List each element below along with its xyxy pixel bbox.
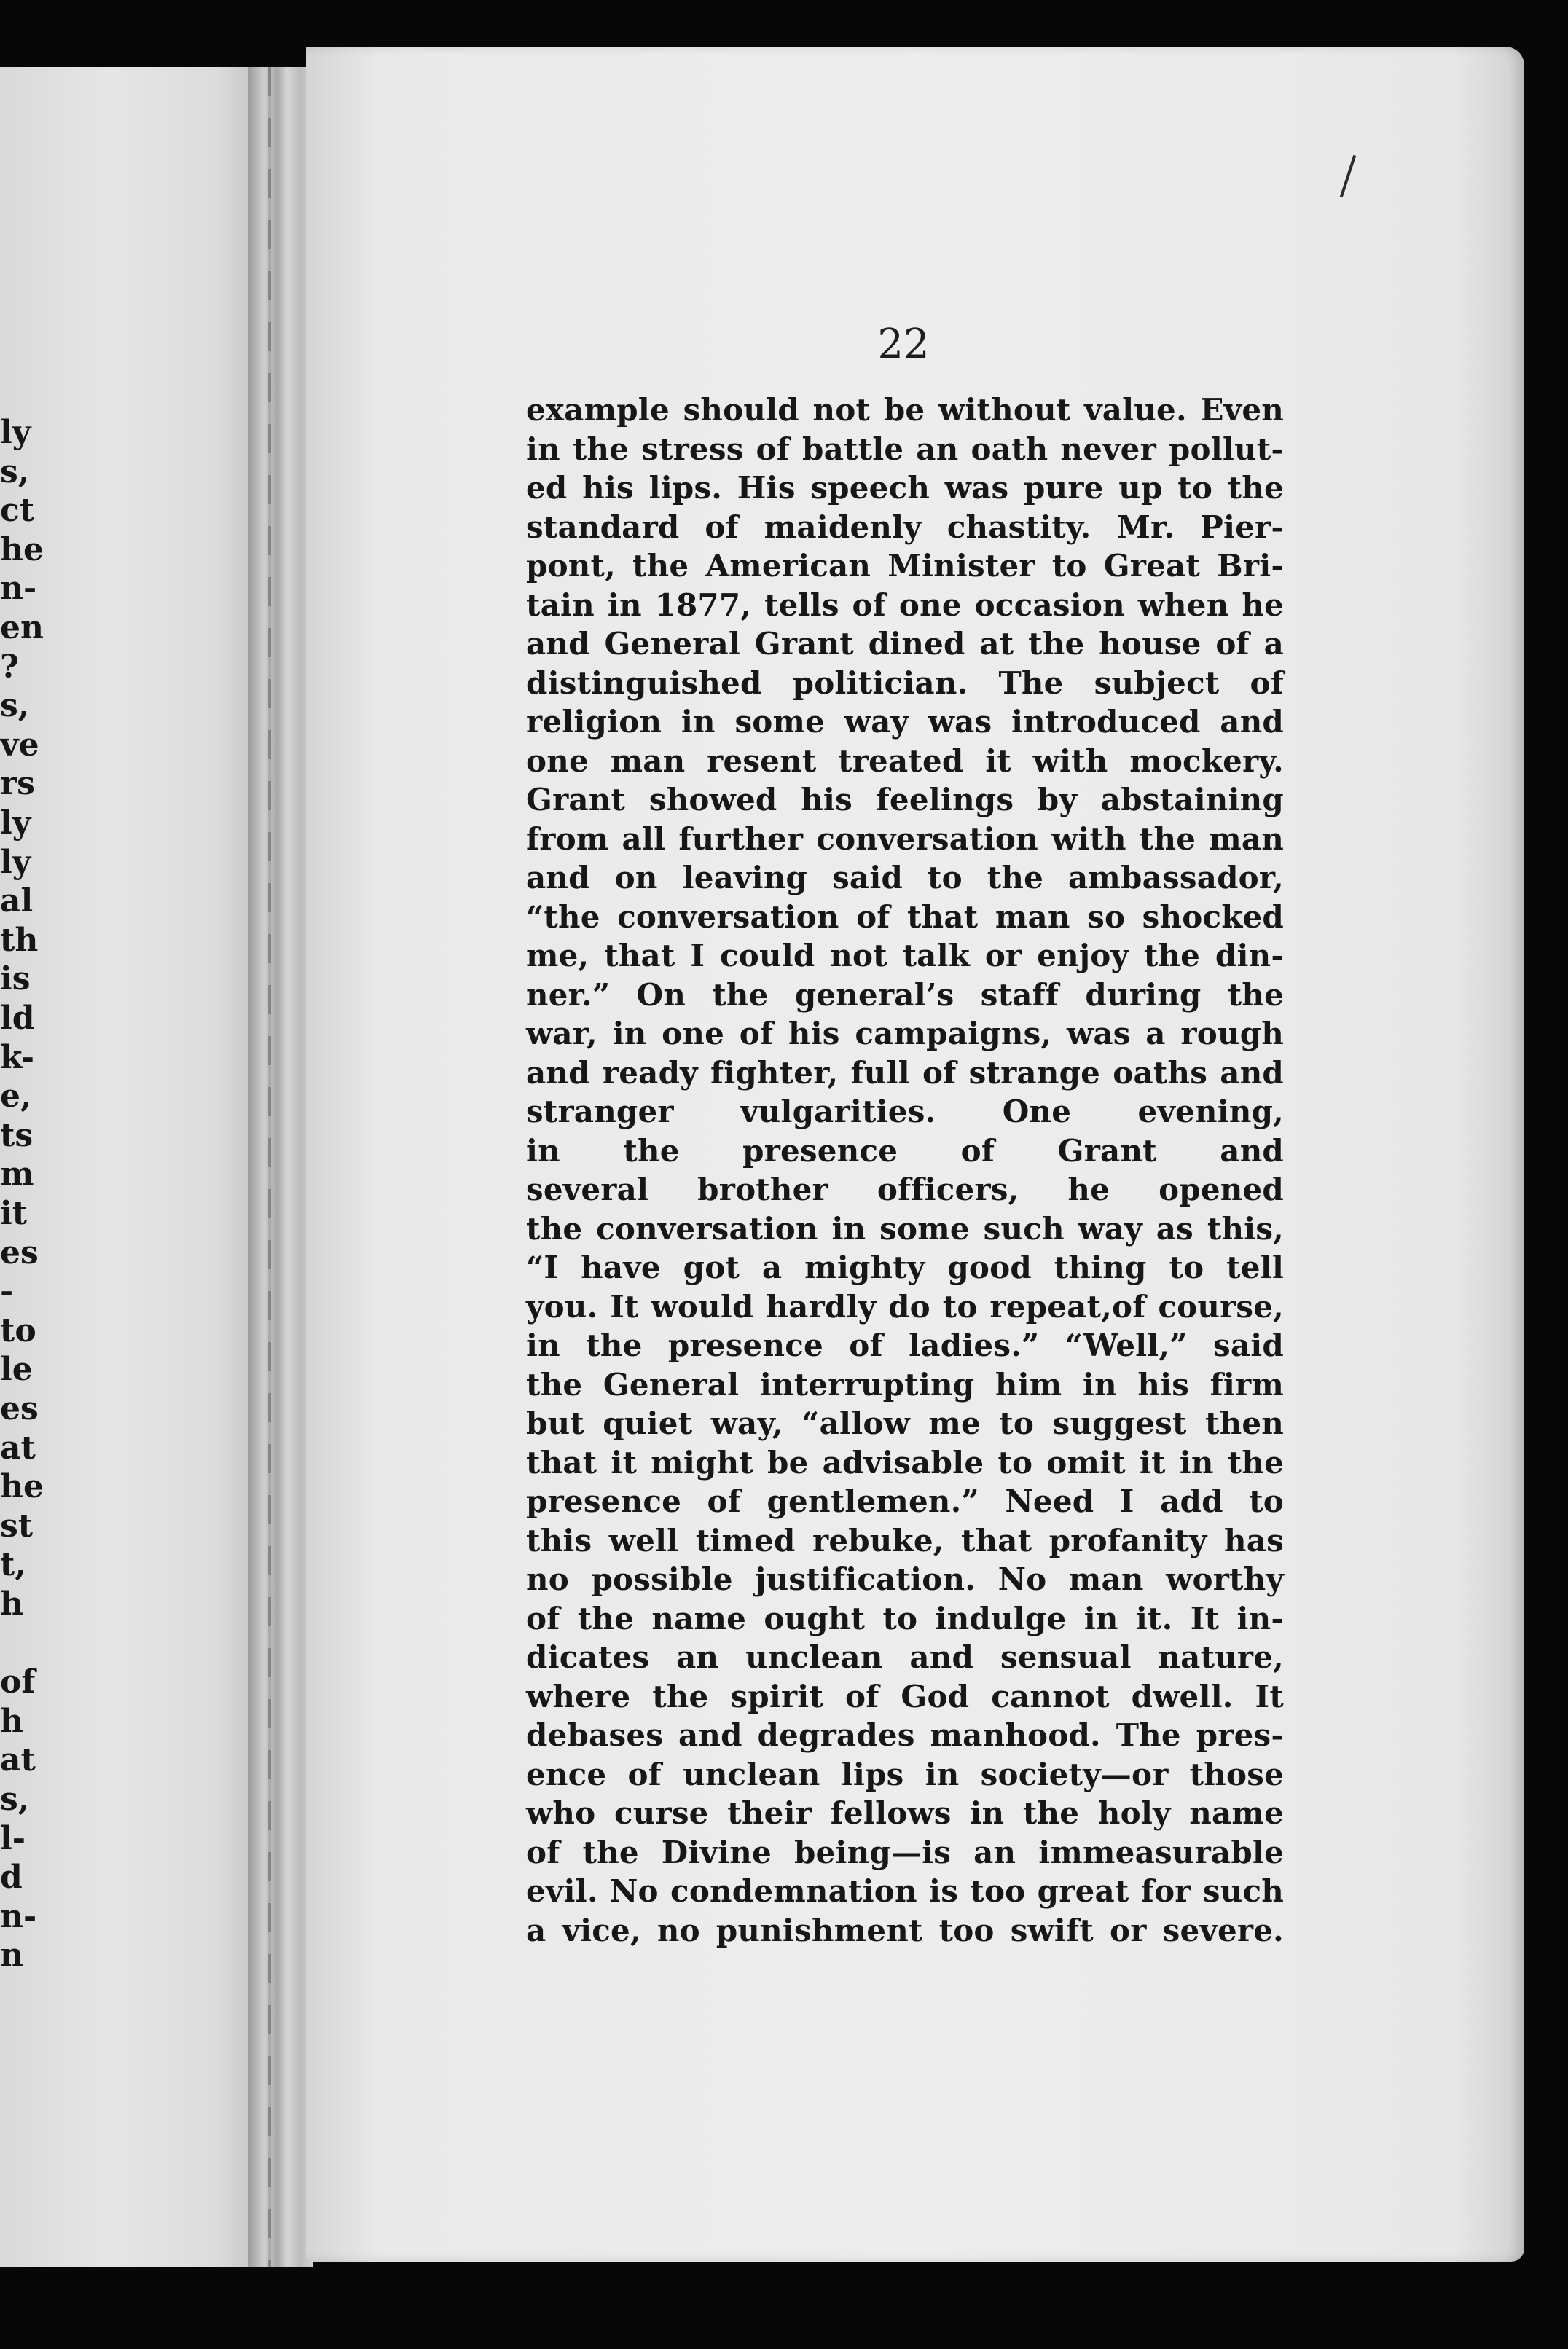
text-line: of the Divine being—is an immeasurable xyxy=(526,1834,1284,1870)
previous-page-fragment: rs xyxy=(0,765,35,803)
binding-thread xyxy=(268,67,271,2267)
previous-page-edge xyxy=(0,67,271,2267)
previous-page-fragment: it xyxy=(0,1195,28,1232)
previous-page-fragment: he xyxy=(0,1468,44,1506)
text-line: ed his lips. His speech was pure up to the xyxy=(526,470,1284,506)
previous-page-fragment: st xyxy=(0,1507,34,1545)
text-line: stranger vulgarities. One evening, xyxy=(526,1094,1284,1129)
text-line: the conversation in some such way as this, xyxy=(526,1210,1284,1247)
text-line: pont, the American Minister to Great Bri- xyxy=(526,548,1284,584)
previous-page-fragment: - xyxy=(0,1273,14,1311)
text-line: and ready fighter, full of strange oaths and xyxy=(526,1054,1284,1091)
previous-page-fragment: l- xyxy=(0,1819,26,1857)
previous-page-fragment: of xyxy=(0,1663,36,1701)
previous-page-fragment: ly xyxy=(0,414,31,451)
text-line: from all further conversation with the man xyxy=(526,820,1284,857)
text-line: example should not be without value. Even xyxy=(526,392,1284,428)
previous-page-fragment: en xyxy=(0,609,44,646)
text-line: dicates an unclean and sensual nature, xyxy=(526,1639,1284,1675)
previous-page-text-fragments xyxy=(0,67,271,2267)
previous-page-fragment: s, xyxy=(0,687,30,725)
previous-page-fragment: es xyxy=(0,1234,39,1271)
text-line: evil. No condemnation is too great for such xyxy=(526,1873,1284,1909)
previous-page-fragment: at xyxy=(0,1429,36,1467)
previous-page-fragment: ? xyxy=(0,648,19,686)
text-line: where the spirit of God cannot dwell. It xyxy=(526,1678,1284,1714)
text-line: no possible justification. No man worthy xyxy=(526,1561,1284,1597)
text-line: war, in one of his campaigns, was a rough xyxy=(526,1016,1284,1051)
previous-page-fragment: ct xyxy=(0,492,35,530)
previous-page-fragment: ts xyxy=(0,1116,34,1154)
text-line: “I have got a mighty good thing to tell xyxy=(526,1250,1284,1285)
text-line: and on leaving said to the ambassador, xyxy=(526,860,1284,895)
previous-page-fragment: ve xyxy=(0,726,39,764)
text-line: but quiet way, “allow me to suggest then xyxy=(526,1405,1284,1441)
previous-page-fragment: e, xyxy=(0,1078,32,1115)
text-line: a vice, no punishment too swift or severe. xyxy=(526,1912,1284,1948)
previous-page-fragment: al xyxy=(0,882,34,920)
text-line: in the presence of Grant and xyxy=(526,1132,1284,1169)
page-number: 22 xyxy=(877,321,930,368)
previous-page-fragment: n- xyxy=(0,570,37,608)
previous-page-fragment: t, xyxy=(0,1546,26,1584)
previous-page-fragment: d xyxy=(0,1859,23,1897)
text-line: and General Grant dined at the house of a xyxy=(526,626,1284,662)
text-line: tain in 1877, tells of one occasion when he xyxy=(526,587,1284,623)
previous-page-fragment: le xyxy=(0,1351,33,1389)
text-line: in the presence of ladies.” “Well,” said xyxy=(526,1328,1284,1363)
text-line: Grant showed his feelings by abstaining xyxy=(526,782,1284,817)
previous-page-fragment: h xyxy=(0,1585,23,1623)
previous-page-fragment: is xyxy=(0,960,31,998)
text-line: ner.” On the general’s staff during the xyxy=(526,976,1284,1013)
previous-page-fragment: ly xyxy=(0,804,31,842)
previous-page-fragment: to xyxy=(0,1311,36,1349)
previous-page-fragment: m xyxy=(0,1156,34,1193)
previous-page-fragment: he xyxy=(0,530,44,568)
text-line: this well timed rebuke, that profanity has xyxy=(526,1522,1284,1558)
text-line: debases and degrades manhood. The pres- xyxy=(526,1717,1284,1753)
text-line: presence of gentlemen.” Need I add to xyxy=(526,1483,1284,1519)
text-line: me, that I could not talk or enjoy the din- xyxy=(526,938,1284,973)
text-line: ence of unclean lips in society—or those xyxy=(526,1756,1284,1792)
text-line: of the name ought to indulge in it. It in- xyxy=(526,1600,1284,1636)
previous-page-fragment: at xyxy=(0,1741,36,1779)
previous-page-fragment: h xyxy=(0,1702,23,1740)
book-gutter xyxy=(248,67,313,2267)
text-line: the General interrupting him in his firm xyxy=(526,1366,1284,1403)
previous-page-fragment: n- xyxy=(0,1897,37,1935)
text-line: one man resent treated it with mockery. xyxy=(526,742,1284,779)
text-line: in the stress of battle an oath never pollut- xyxy=(526,431,1284,467)
previous-page-fragment: es xyxy=(0,1390,39,1427)
previous-page-fragment: th xyxy=(0,921,39,959)
previous-page-fragment: ld xyxy=(0,1000,35,1037)
previous-page-fragment: s, xyxy=(0,452,30,490)
text-line: distinguished politician. The subject of xyxy=(526,664,1284,701)
text-line: you. It would hardly do to repeat,of course, xyxy=(526,1288,1284,1325)
text-line: religion in some way was introduced and xyxy=(526,704,1284,740)
previous-page-fragment: s, xyxy=(0,1781,30,1818)
text-line: standard of maidenly chastity. Mr. Pier- xyxy=(526,509,1284,545)
previous-page-fragment: n xyxy=(0,1937,23,1975)
previous-page-fragment: ly xyxy=(0,843,31,881)
text-line: that it might be advisable to omit it in the xyxy=(526,1444,1284,1481)
text-line: several brother officers, he opened xyxy=(526,1172,1284,1207)
text-line: who curse their fellows in the holy name xyxy=(526,1795,1284,1831)
previous-page-fragment: k- xyxy=(0,1038,34,1076)
body-text xyxy=(526,391,1284,1950)
text-line: “the conversation of that man so shocked xyxy=(526,898,1284,935)
